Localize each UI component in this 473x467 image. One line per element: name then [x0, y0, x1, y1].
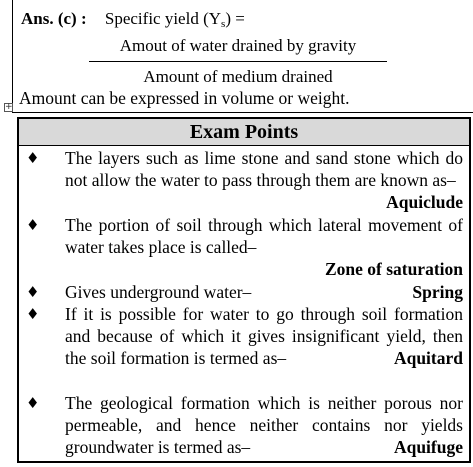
- exam-point-term: Aquifuge: [393, 437, 463, 458]
- diamond-bullet-icon: ♦: [26, 283, 40, 301]
- exam-point: [19, 303, 463, 370]
- diamond-bullet-icon: ♦: [26, 216, 40, 234]
- exam-point-term: Zone of saturation: [324, 259, 463, 280]
- exam-points-box: [17, 117, 471, 463]
- exam-point-text: The layers such as lime stone and sand stone which do not allow the water to pass through them are known as–: [65, 148, 463, 191]
- exam-point: [19, 392, 463, 459]
- exam-point-term: Aquiclude: [386, 192, 463, 213]
- exam-point-text: The portion of soil through which lateral movement of water takes place is called–: [65, 215, 463, 258]
- answer-formula-line: [21, 9, 245, 30]
- answer-label: Ans. (c) :: [21, 9, 87, 28]
- formula-subscript: s: [221, 18, 226, 30]
- exam-point: [19, 281, 463, 303]
- exam-point-text: Gives underground water–: [65, 282, 252, 302]
- exam-point-term: Aquitard: [393, 348, 463, 369]
- exam-points-title: Exam Points: [19, 119, 469, 146]
- diamond-bullet-icon: ♦: [26, 149, 40, 167]
- exam-point-text: If it is possible for water to go through soil formation and because of which it gives insignificant yield, then the soil formation is termed as–: [65, 304, 463, 369]
- fraction-denominator: Amount of medium drained: [143, 67, 333, 86]
- formula-equals: ) =: [225, 9, 245, 28]
- note-text: Amount can be expressed in volume or weight.: [19, 88, 350, 108]
- fraction-numerator: Amout of water drained by gravity: [89, 36, 387, 62]
- diamond-bullet-icon: ♦: [26, 394, 40, 412]
- formula-fraction: [89, 36, 387, 87]
- formula-name: Specific yield (Y: [104, 9, 222, 28]
- exam-point-term: Spring: [412, 282, 463, 302]
- diamond-bullet-icon: ♦: [26, 305, 40, 323]
- exam-point: [19, 147, 463, 214]
- move-anchor-icon[interactable]: +: [5, 102, 13, 112]
- exam-point-text: The geological formation which is neither porous nor permeable, and hence neither contains nor yields groundwater is termed as–: [65, 393, 463, 458]
- exam-point: [19, 214, 463, 281]
